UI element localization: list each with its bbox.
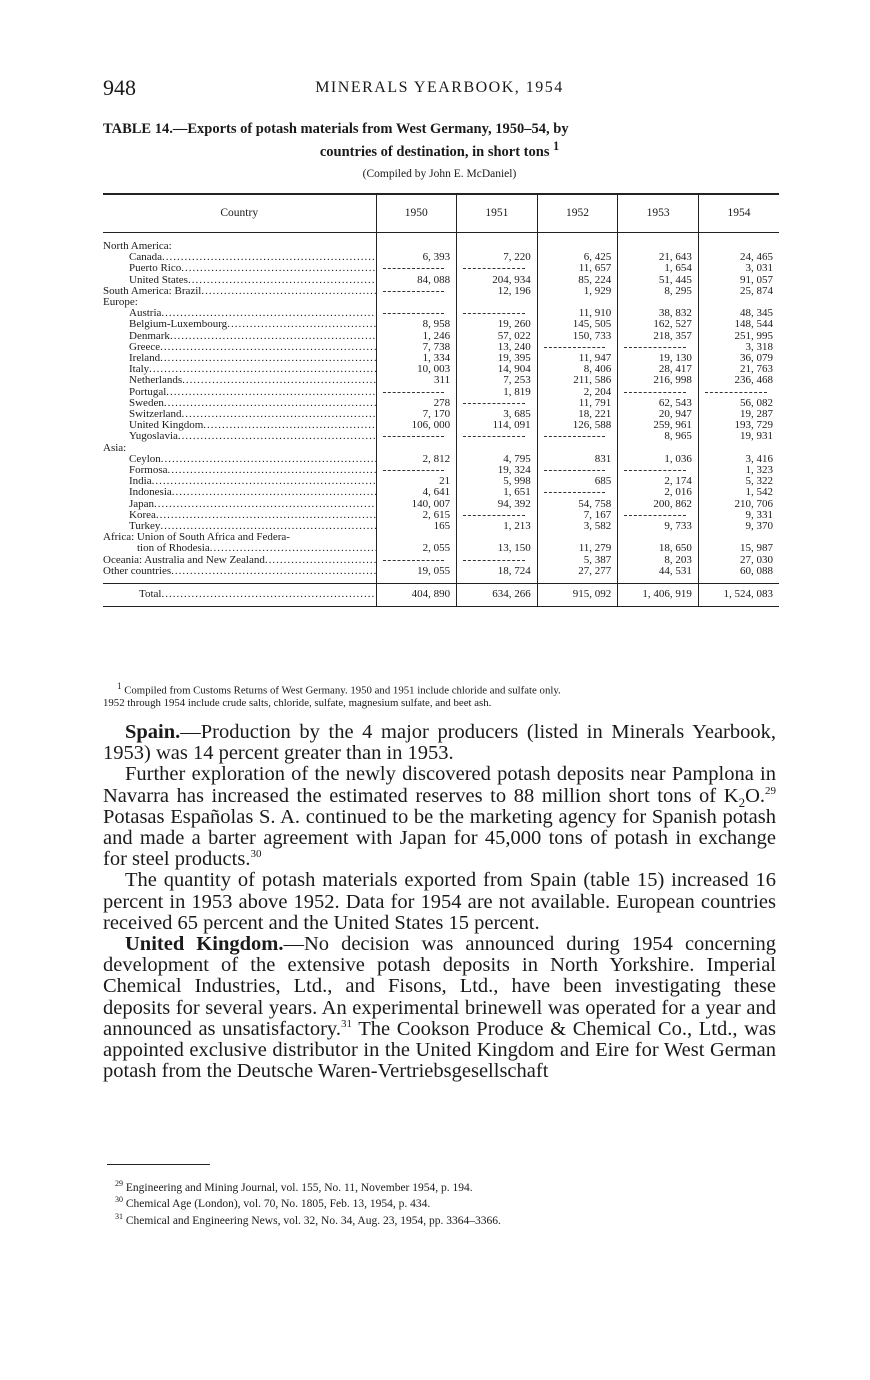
no-data-dash xyxy=(705,392,767,393)
page-number: 948 xyxy=(103,75,136,100)
table-title-line-2: countries of destination, in short tons $^1$ xyxy=(319,139,560,160)
table-cell-value: 27, 277 xyxy=(578,565,612,577)
table-row xyxy=(103,398,779,409)
no-data-dash xyxy=(624,470,686,471)
table-cell-value: 1, 036 xyxy=(664,453,692,465)
table-total-row xyxy=(103,584,779,607)
table-cell-value: 251, 995 xyxy=(734,330,773,342)
table-cell-value: 28, 417 xyxy=(658,364,692,376)
no-data-dash xyxy=(383,470,445,471)
section-heading-uk: United Kingdom. xyxy=(125,933,284,956)
table-row xyxy=(103,375,779,386)
table-cell-value: 216, 998 xyxy=(653,375,692,387)
table-cell-value: 126, 588 xyxy=(572,420,612,432)
table-cell-value: 8, 965 xyxy=(664,431,692,443)
footnote-29: $^{29}$ Engineering and Mining Journal, vol. 155, No. 11, November 1954, p. 194. xyxy=(115,1179,473,1194)
table-row xyxy=(103,420,779,431)
table-cell-value: 11, 657 xyxy=(578,263,612,275)
table-cell-value: 57, 022 xyxy=(497,330,531,342)
table-cell-value: 1, 651 xyxy=(503,487,531,499)
table-row xyxy=(103,353,779,364)
country-name: Turkey xyxy=(129,521,161,533)
country-name: Portugal xyxy=(129,386,167,398)
table-cell-value: 7, 253 xyxy=(503,375,531,387)
table-cell-value: 11, 279 xyxy=(578,543,612,555)
column-header: 1954 xyxy=(698,194,779,233)
table-row xyxy=(103,521,779,532)
total-value: 1, 524, 083 xyxy=(698,584,779,607)
no-data-dash xyxy=(383,560,445,561)
footnote-31: $^{31}$ Chemical and Engineering News, vol. 32, No. 34, Aug. 23, 1954, pp. 3364–3366. xyxy=(115,1211,501,1227)
country-name: tion of Rhodesia xyxy=(137,543,210,555)
table-cell-value: 19, 324 xyxy=(497,465,531,477)
table-cell-value: 11, 947 xyxy=(578,353,612,365)
table-row xyxy=(103,342,779,353)
table-cell-value: 6, 393 xyxy=(422,252,451,264)
table-cell-value: 18, 221 xyxy=(578,409,612,421)
table-cell-value: 19, 931 xyxy=(740,431,773,443)
table-cell-value: 193, 729 xyxy=(734,420,773,432)
table-cell-value: 21 xyxy=(439,476,451,488)
no-data-dash xyxy=(383,291,445,292)
table-cell-value: 218, 357 xyxy=(653,330,692,342)
total-value: 634, 266 xyxy=(457,584,538,607)
country-name: Korea xyxy=(129,509,156,521)
table-cell-value: 85, 224 xyxy=(578,274,612,286)
table-row xyxy=(103,543,779,554)
table-cell-value: 3, 031 xyxy=(745,263,773,275)
table-cell-value: 2, 016 xyxy=(664,487,692,499)
country-name: Belgium-Luxembourg xyxy=(129,319,228,331)
no-data-dash xyxy=(544,492,606,493)
country-name: North America: xyxy=(103,241,172,252)
table-cell-value: 685 xyxy=(594,476,612,488)
table-cell-value: 19, 260 xyxy=(497,319,531,331)
table-header-row xyxy=(103,194,779,233)
table-cell-value: 210, 706 xyxy=(734,498,773,510)
table-cell-value: 36, 079 xyxy=(740,353,773,365)
table-row xyxy=(103,487,779,498)
table-cell-value: 19, 395 xyxy=(497,353,531,365)
table-cell-value: 200, 862 xyxy=(653,498,692,510)
table-cell-value: 5, 387 xyxy=(583,554,612,566)
no-data-dash xyxy=(463,313,525,314)
table-cell-value: 5, 998 xyxy=(503,476,531,488)
table-cell-value: 11, 910 xyxy=(578,308,612,320)
table-cell-value: 11, 791 xyxy=(578,397,612,409)
table-cell-value: 278 xyxy=(433,397,451,409)
table-cell-value: 18, 650 xyxy=(658,543,692,555)
country-name: Denmark xyxy=(129,330,170,342)
table-cell-value: 21, 763 xyxy=(740,364,773,376)
table-row xyxy=(103,510,779,521)
country-name: Canada xyxy=(129,252,162,264)
country-name: Europe: xyxy=(103,297,138,309)
paragraph-spain-1: Spain.—Production by the 4 major producers (listed in Minerals Yearbook, 1953) was 14 percent greater than in 1953. xyxy=(103,721,776,765)
no-data-dash xyxy=(463,560,525,561)
footnote-ref: 31 xyxy=(340,1018,352,1031)
table-cell-value: 91, 057 xyxy=(740,274,773,286)
no-data-dash xyxy=(383,268,445,269)
table-cell-value: 54, 758 xyxy=(578,498,612,510)
table-row xyxy=(103,286,779,297)
table-title-line-1: TABLE 14.—Exports of potash materials from West Germany, 1950–54, by xyxy=(103,121,569,137)
table-cell-value: 20, 947 xyxy=(658,409,692,421)
no-data-dash xyxy=(463,268,525,269)
country-name: Netherlands xyxy=(129,375,183,387)
table-cell-value: 5, 322 xyxy=(745,476,773,488)
total-value: 1, 406, 919 xyxy=(618,584,699,607)
table-cell-value: 4, 641 xyxy=(422,487,451,499)
table-row xyxy=(103,275,779,286)
country-name: Italy xyxy=(129,364,150,376)
country-name: Japan xyxy=(129,498,155,510)
column-header: 1950 xyxy=(376,194,457,233)
no-data-dash xyxy=(624,347,686,348)
table-row xyxy=(103,431,779,442)
footnote-ref: 29 xyxy=(765,784,776,797)
footnotes xyxy=(115,1178,775,1227)
country-name: United States xyxy=(129,274,188,286)
country-name: Oceania: Australia and New Zealand xyxy=(103,554,265,566)
table-footnote-line-2: 1952 through 1954 include crude salts, chloride, sulfate, magnesium sulfate, and beet ash. xyxy=(103,696,492,709)
table-cell-value: 1, 654 xyxy=(664,263,692,275)
table-row xyxy=(103,331,779,342)
table-cell-value: 2, 615 xyxy=(422,509,451,521)
section-heading-spain: Spain. xyxy=(125,721,181,743)
column-header: 1952 xyxy=(537,194,618,233)
table-row xyxy=(103,465,779,476)
table-cell-value: 9, 370 xyxy=(745,521,773,533)
table-cell-value: 6, 425 xyxy=(583,252,612,264)
table-cell-value: 259, 961 xyxy=(653,420,692,432)
table-cell-value: 1, 929 xyxy=(583,285,612,297)
no-data-dash xyxy=(544,470,606,471)
country-name: Africa: Union of South Africa and Federa- xyxy=(103,532,290,544)
table-cell-value: 7, 738 xyxy=(422,341,451,353)
table-cell-value: 84, 088 xyxy=(417,274,451,286)
table-row xyxy=(103,499,779,510)
table-row xyxy=(103,308,779,319)
table-cell-value: 19, 287 xyxy=(740,409,773,421)
table-cell-value: 831 xyxy=(594,453,612,465)
table-cell-value: 3, 685 xyxy=(503,409,531,421)
table-cell-value: 2, 812 xyxy=(422,453,451,465)
no-data-dash xyxy=(383,392,445,393)
table-cell-value: 94, 392 xyxy=(497,498,531,510)
table-cell-value: 2, 055 xyxy=(422,543,451,555)
table-cell-value: 10, 003 xyxy=(417,364,451,376)
country-name: Greece xyxy=(129,341,161,353)
table-cell-value: 12, 196 xyxy=(497,285,531,297)
table-cell-value: 165 xyxy=(433,521,451,533)
no-data-dash xyxy=(383,313,445,314)
table-cell-value: 9, 331 xyxy=(745,509,773,521)
table-cell-value: 60, 088 xyxy=(740,565,773,577)
table-cell-value: 204, 934 xyxy=(492,274,531,286)
table-cell-value: 44, 531 xyxy=(658,565,692,577)
total-label: Total xyxy=(139,589,162,601)
exports-table xyxy=(103,193,779,607)
country-name: Ireland xyxy=(129,353,161,365)
table-cell-value: 114, 091 xyxy=(492,420,531,432)
table-row xyxy=(103,566,779,577)
table-cell-value: 38, 832 xyxy=(658,308,692,320)
country-name: Sweden xyxy=(129,397,164,409)
table-cell-value: 1, 246 xyxy=(422,330,451,342)
column-header: 1951 xyxy=(457,194,538,233)
table-cell-value: 25, 874 xyxy=(740,285,773,297)
table-row xyxy=(103,387,779,398)
table-cell-value: 236, 468 xyxy=(734,375,773,387)
table-cell-value: 1, 213 xyxy=(503,521,531,533)
table-cell-value: 8, 203 xyxy=(664,554,692,566)
country-name: Indonesia xyxy=(129,487,172,499)
no-data-dash xyxy=(624,515,686,516)
table-cell-value: 106, 000 xyxy=(411,420,451,432)
table-cell-value: 1, 819 xyxy=(503,386,531,398)
table-cell-value: 7, 167 xyxy=(583,509,612,521)
no-data-dash xyxy=(463,515,525,516)
table-compiled-by: (Compiled by John E. McDaniel) xyxy=(362,168,517,180)
body-text xyxy=(103,722,776,1082)
table-cell-value: 15, 987 xyxy=(740,543,773,555)
table-cell-value: 2, 204 xyxy=(583,386,612,398)
table-cell-value: 8, 958 xyxy=(422,319,451,331)
table-cell-value: 2, 174 xyxy=(664,476,692,488)
table-cell-value: 14, 904 xyxy=(497,364,531,376)
footnote-ref: 1 xyxy=(117,681,122,691)
table-cell-value: 27, 030 xyxy=(740,554,773,566)
no-data-dash xyxy=(544,436,606,437)
country-name: Formosa xyxy=(129,465,168,477)
table-group-row xyxy=(103,532,779,543)
no-data-dash xyxy=(383,436,445,437)
table-cell-value: 3, 416 xyxy=(745,453,773,465)
table-cell-value: 19, 055 xyxy=(417,565,451,577)
table-cell-value: 140, 007 xyxy=(411,498,451,510)
table-cell-value: 1, 542 xyxy=(745,487,773,499)
table-footnote-line-1: Compiled from Customs Returns of West Germany. 1950 and 1951 include chloride and sulfate only. xyxy=(124,684,561,697)
paragraph-spain-3: The quantity of potash materials exported from Spain (table 15) increased 16 percent in 1953 above 1952. Data for 1954 are not available. European countries received 65 percent and the United States 15 percent. xyxy=(103,869,776,934)
footnote-ref: 1 xyxy=(553,139,560,153)
table-group-row xyxy=(103,297,779,308)
footnote-ref: 30 xyxy=(250,848,262,861)
table-cell-value: 3, 318 xyxy=(745,341,773,353)
table-cell-value: 145, 505 xyxy=(572,319,612,331)
table-body xyxy=(103,233,779,607)
table-cell-value: 7, 170 xyxy=(422,409,451,421)
table-cell-value: 150, 733 xyxy=(572,330,612,342)
table-group-row xyxy=(103,241,779,252)
table-row xyxy=(103,252,779,263)
table-row xyxy=(103,454,779,465)
page-header xyxy=(103,75,776,101)
table-row xyxy=(103,476,779,487)
table-cell-value: 8, 295 xyxy=(664,285,692,297)
table-cell-value: 21, 643 xyxy=(658,252,692,264)
paragraph-uk-1: United Kingdom.—No decision was announced during 1954 concerning development of the extensive potash deposits in North Yorkshire. Imperial Chemical Industries, Ltd., and Fisons, Ltd., have been investigating these deposits for several years. An experimental brinewell was operated for a year and announced as unsatisfactory.$^{31}$ The Cookson Produce & Chemical Co., Ltd., was appointed exclusive distributor in the United Kingdom and Eire for West German potash from the Deutsche Waren-Vertriebsgesellschaft xyxy=(103,933,777,1083)
table-row xyxy=(103,555,779,566)
table-row xyxy=(103,409,779,420)
spacer-row xyxy=(103,233,779,242)
table-cell-value: 3, 582 xyxy=(583,521,612,533)
table-group-row xyxy=(103,443,779,454)
country-name: South America: Brazil xyxy=(103,285,202,297)
table-cell-value: 1, 323 xyxy=(745,465,773,477)
table-cell-value: 13, 150 xyxy=(497,543,531,555)
table-footnote xyxy=(103,680,779,709)
country-name: Yugoslavia xyxy=(129,431,178,443)
country-name: India xyxy=(129,476,152,488)
table-cell-value: 24, 465 xyxy=(740,252,773,264)
table-cell-value: 7, 220 xyxy=(503,252,531,264)
column-header: Country xyxy=(103,194,376,233)
paragraph-spain-2: Further exploration of the newly discovered potash deposits near Pamplona in Navarra has increased the estimated reserves to 88 million short tons of $K_2O.^{29}$ Potasas Españolas S. A. continued to be the marketing agency for Spanish potash and made a barter agreement with Japan for 45,000 tons of potash in exchange for steel products.$^{30}$ xyxy=(103,763,776,871)
table-row xyxy=(103,263,779,274)
no-data-dash xyxy=(544,347,606,348)
country-name: Puerto Rico xyxy=(129,263,182,275)
no-data-dash xyxy=(624,392,686,393)
country-name: Switzerland xyxy=(129,409,182,421)
table-cell-value: 19, 130 xyxy=(658,353,692,365)
table-cell-value: 1, 334 xyxy=(422,353,451,365)
table-cell-value: 18, 724 xyxy=(497,565,531,577)
table-cell-value: 8, 406 xyxy=(583,364,612,376)
table-cell-value: 148, 544 xyxy=(734,319,773,331)
table-cell-value: 4, 795 xyxy=(503,453,531,465)
footnote-30: $^{30}$ Chemical Age (London), vol. 70, No. 1805, Feb. 13, 1954, p. 434. xyxy=(115,1195,431,1211)
running-title: MINERALS YEARBOOK, 1954 xyxy=(315,79,564,96)
no-data-dash xyxy=(463,403,525,404)
total-value: 915, 092 xyxy=(537,584,618,607)
total-value: 404, 890 xyxy=(376,584,457,607)
table-cell-value: 162, 527 xyxy=(653,319,692,331)
table-row xyxy=(103,364,779,375)
table-cell-value: 9, 733 xyxy=(664,521,692,533)
table-cell-value: 311 xyxy=(434,375,451,387)
country-name: Ceylon xyxy=(129,453,161,465)
table-row xyxy=(103,319,779,330)
table-cell-value: 211, 586 xyxy=(573,375,612,387)
country-name: Other countries xyxy=(103,565,172,577)
footnote-rule xyxy=(107,1164,210,1165)
table-cell-value: 13, 240 xyxy=(497,341,531,353)
column-header: 1953 xyxy=(618,194,699,233)
table-cell-value: 56, 082 xyxy=(740,397,773,409)
country-name: Austria xyxy=(129,308,162,320)
country-name: United Kingdom xyxy=(129,420,204,432)
no-data-dash xyxy=(463,436,525,437)
country-name: Asia: xyxy=(103,442,127,454)
table-cell-value: 48, 345 xyxy=(740,308,773,320)
table-cell-value: 51, 445 xyxy=(658,274,692,286)
table-title xyxy=(103,121,776,161)
table-cell-value: 62, 543 xyxy=(658,397,692,409)
